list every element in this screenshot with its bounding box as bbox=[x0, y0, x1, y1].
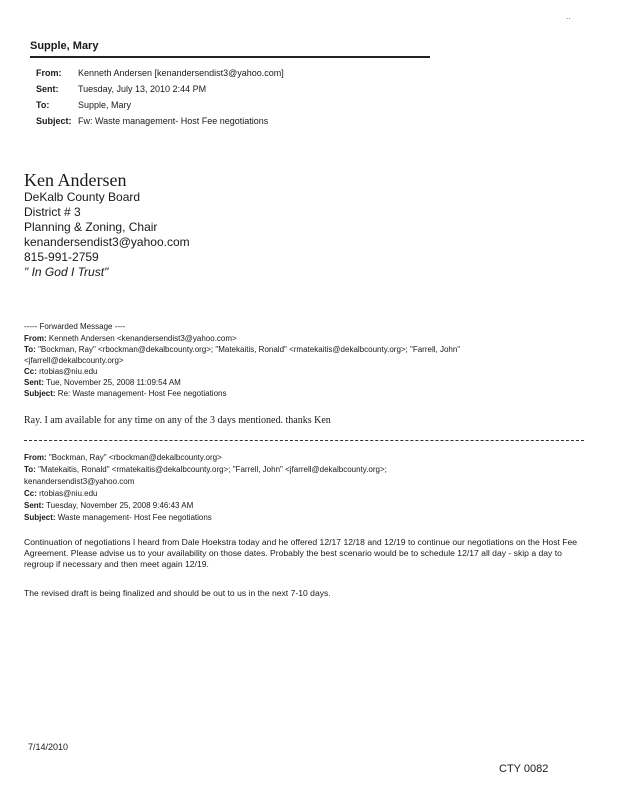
signature-phone: 815-991-2759 bbox=[24, 250, 99, 264]
orig-subject-label: Subject: bbox=[24, 513, 56, 522]
subject-value: Fw: Waste management- Host Fee negotiations bbox=[78, 116, 269, 126]
fwd-subject-label: Subject: bbox=[24, 389, 56, 398]
fwd-sent-label: Sent: bbox=[24, 378, 44, 387]
fwd-to-row bbox=[24, 345, 460, 354]
sent-label: Sent: bbox=[36, 84, 59, 94]
fwd-sent-value: Tue, November 25, 2008 11:09:54 AM bbox=[46, 378, 181, 387]
from-value: Kenneth Andersen [kenandersendist3@yahoo.com] bbox=[78, 68, 284, 78]
corner-mark: .. bbox=[566, 12, 571, 21]
signature-line: District # 3 bbox=[24, 205, 81, 219]
signature-email-link[interactable]: kenandersendist3@yahoo.com bbox=[24, 235, 190, 249]
print-date: 7/14/2010 bbox=[28, 742, 69, 752]
fwd-from-row bbox=[24, 334, 237, 343]
fwd-to-continued: <jfarrell@dekalbcounty.org> bbox=[24, 356, 124, 365]
fwd-from-value: Kenneth Andersen <kenandersendist3@yahoo.com> bbox=[48, 334, 237, 343]
bates-number: CTY 0082 bbox=[499, 763, 549, 775]
orig-to-value: "Matekaitis, Ronald" <rmatekaitis@dekalbcounty.org>; "Farrell, John" <jfarrell@dekalbcounty.org>; bbox=[38, 465, 387, 474]
orig-to-label: To: bbox=[24, 465, 36, 474]
orig-cc-row bbox=[24, 489, 98, 498]
orig-from-label: From: bbox=[24, 453, 47, 462]
orig-to-row bbox=[24, 465, 387, 474]
orig-from-row bbox=[24, 453, 222, 462]
from-label: From: bbox=[36, 68, 62, 78]
fwd-to-value: "Bockman, Ray" <rbockman@dekalbcounty.org>; "Matekaitis, Ronald" <rmatekaitis@dekalbcounty.org>; "Farrell, John" bbox=[38, 345, 461, 354]
fwd-subject-value: Re: Waste management- Host Fee negotiations bbox=[57, 389, 227, 398]
mailbox-owner: Supple, Mary bbox=[30, 40, 99, 52]
fwd-body: Ray. I am available for any time on any of the 3 days mentioned. thanks Ken bbox=[24, 415, 331, 426]
header-divider bbox=[30, 56, 430, 58]
fwd-sent-row bbox=[24, 378, 181, 387]
to-label: To: bbox=[36, 100, 50, 110]
orig-body-paragraph: The revised draft is being finalized and should be out to us in the next 7-10 days. bbox=[24, 588, 331, 598]
orig-cc-value: rtobias@niu.edu bbox=[39, 489, 98, 498]
orig-sent-value: Tuesday, November 25, 2008 9:46:43 AM bbox=[46, 501, 194, 510]
message-separator bbox=[24, 440, 584, 441]
forwarded-marker: ----- Forwarded Message ---- bbox=[24, 322, 126, 331]
signature-name: Ken Andersen bbox=[24, 170, 127, 190]
orig-from-value: "Bockman, Ray" <rbockman@dekalbcounty.org> bbox=[48, 453, 222, 462]
orig-subject-value: Waste management- Host Fee negotiations bbox=[57, 513, 212, 522]
orig-body-paragraph: Continuation of negotiations I heard from Dale Hoekstra today and he offered 12/17 12/18 and 12/19 to continue our negotiations on the Host Fee Agreement. Please advise us to your availability on those dates. Probably the best scenario would be to schedule 12/17 all day - skip a day to regroup if necessary and then meet again 12/19. bbox=[24, 537, 578, 569]
fwd-to-label: To: bbox=[24, 345, 36, 354]
fwd-from-label: From: bbox=[24, 334, 47, 343]
fwd-subject-row bbox=[24, 389, 226, 398]
signature-line: DeKalb County Board bbox=[24, 190, 141, 204]
to-value: Supple, Mary bbox=[78, 100, 132, 110]
fwd-cc-row bbox=[24, 367, 98, 376]
sent-value: Tuesday, July 13, 2010 2:44 PM bbox=[78, 84, 207, 94]
orig-sent-label: Sent: bbox=[24, 501, 44, 510]
subject-label: Subject: bbox=[36, 116, 72, 126]
signature-motto: " In God I Trust" bbox=[24, 265, 109, 279]
fwd-cc-value: rtobias@niu.edu bbox=[39, 367, 98, 376]
fwd-cc-label: Cc: bbox=[24, 367, 37, 376]
orig-sent-row bbox=[24, 501, 193, 510]
orig-cc-label: Cc: bbox=[24, 489, 37, 498]
orig-to-continued: kenandersendist3@yahoo.com bbox=[24, 477, 135, 486]
signature-line: Planning & Zoning, Chair bbox=[24, 220, 158, 234]
orig-subject-row bbox=[24, 513, 212, 522]
